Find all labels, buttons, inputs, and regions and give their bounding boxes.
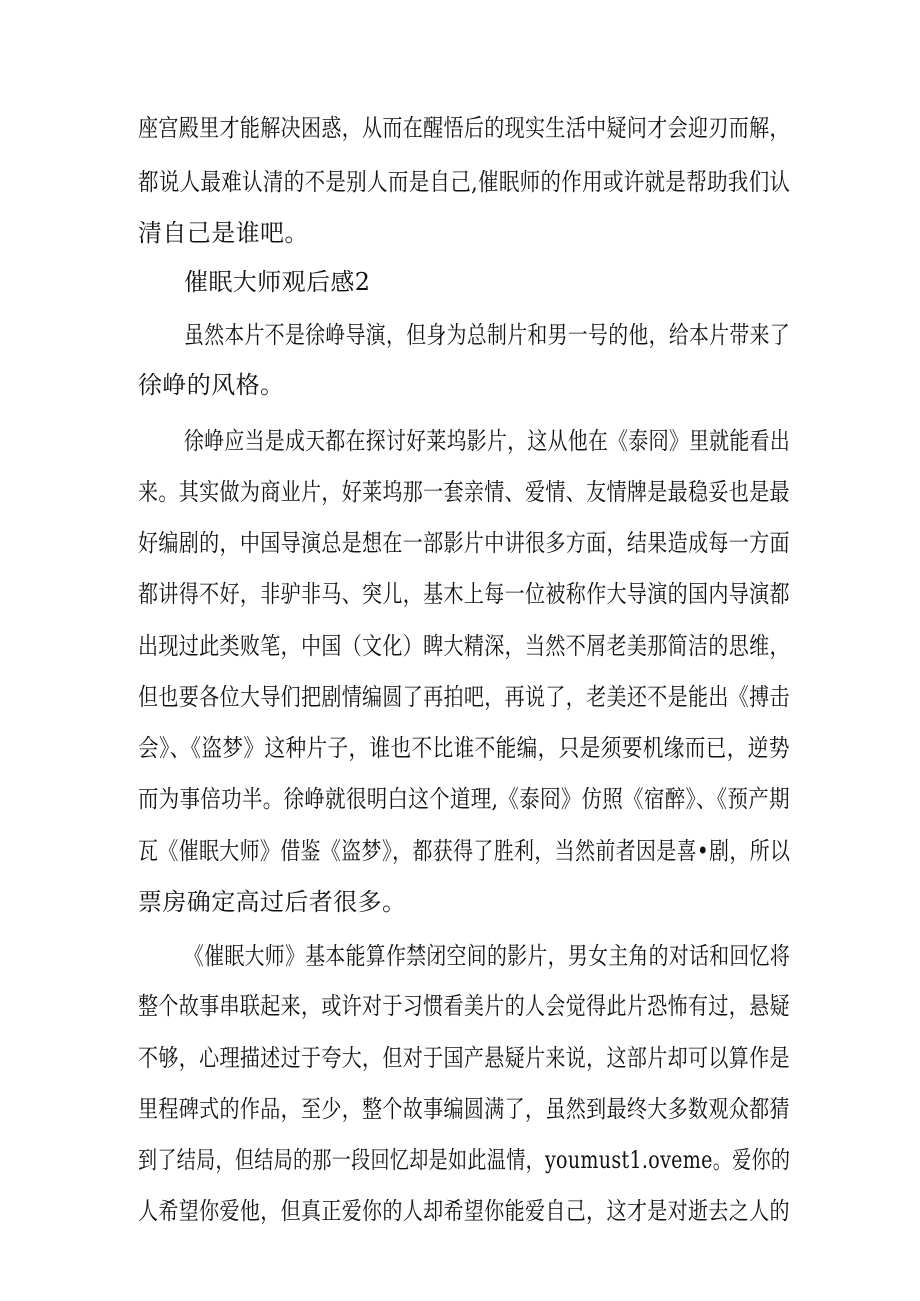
body-text-line: 但也要各位大导们把剧情编圆了再拍吧，再说了，老美还不是能出《搏击	[138, 683, 790, 711]
body-text-line: 徐峥的风格。	[138, 371, 285, 399]
body-text-line: 票房确定高过后者很多。	[138, 888, 407, 916]
body-text-line: 来。其实做为商业片，好莱坞那一套亲情、爱情、友情牌是最稳妥也是最	[138, 478, 790, 506]
body-text-line: 好编剧的，中国导演总是想在一部影片中讲很多方面，结果造成每一方面	[138, 529, 790, 557]
body-text-line: 人希望你爱他，但真正爱你的人却希望你能爱自己，这才是对逝去之人的	[138, 1197, 790, 1225]
body-text-line: 清自己是谁吧。	[138, 219, 309, 247]
body-text-line: 徐峥应当是成天都在探讨好莱坞影片，这从他在《泰冏》里就能看出	[184, 427, 791, 455]
body-text-line: 都讲得不好，非驴非马、突儿，基木上每一位被称作大导演的国内导演都	[138, 580, 790, 608]
body-text-line: 虽然本片不是徐峥导演，但身为总制片和男一号的他，给本片带来了	[184, 321, 791, 349]
body-text-line: 而为事倍功半。徐峥就很明白这个道理,《泰冏》仿照《宿醉》、《预产期	[138, 785, 790, 813]
body-text-line: 《催眠大师》基本能算作禁闭空间的影片，男女主角的对话和回忆将	[184, 942, 791, 970]
body-text-line: 到了结局，但结局的那一段回忆却是如此温情，youmust1.oveme。爱你的	[138, 1146, 791, 1174]
body-text-line: 里程碑式的作品，至少，整个故事编圆满了，虽然到最终大多数观众都猜	[138, 1095, 790, 1123]
body-text-line: 都说人最难认清的不是别人而是自己,催眠师的作用或许就是帮助我们认	[138, 168, 791, 196]
section-heading: 催眠大师观后感2	[184, 268, 371, 296]
body-text-line: 瓦《催眠大师》借鉴《盗梦》，都获得了胜利，当然前者因是喜•剧，所以	[138, 837, 791, 865]
body-text-line: 座宫殿里才能解决困惑，从而在醒悟后的现实生活中疑问才会迎刃而解，	[138, 114, 790, 142]
body-text-line: 不够，心理描述过于夸大，但对于国产悬疑片来说，这部片却可以算作是	[138, 1044, 790, 1072]
body-text-line: 整个故事串联起来，或许对于习惯看美片的人会觉得此片恐怖有过，悬疑	[138, 992, 790, 1020]
body-text-line: 会》、《盗梦》这种片子，谁也不比谁不能编，只是须要机缘而已，逆势	[138, 734, 790, 762]
body-text-line: 出现过此类败笔，中国（文化）睥大精深，当然不屑老美那简洁的思维，	[138, 632, 790, 660]
